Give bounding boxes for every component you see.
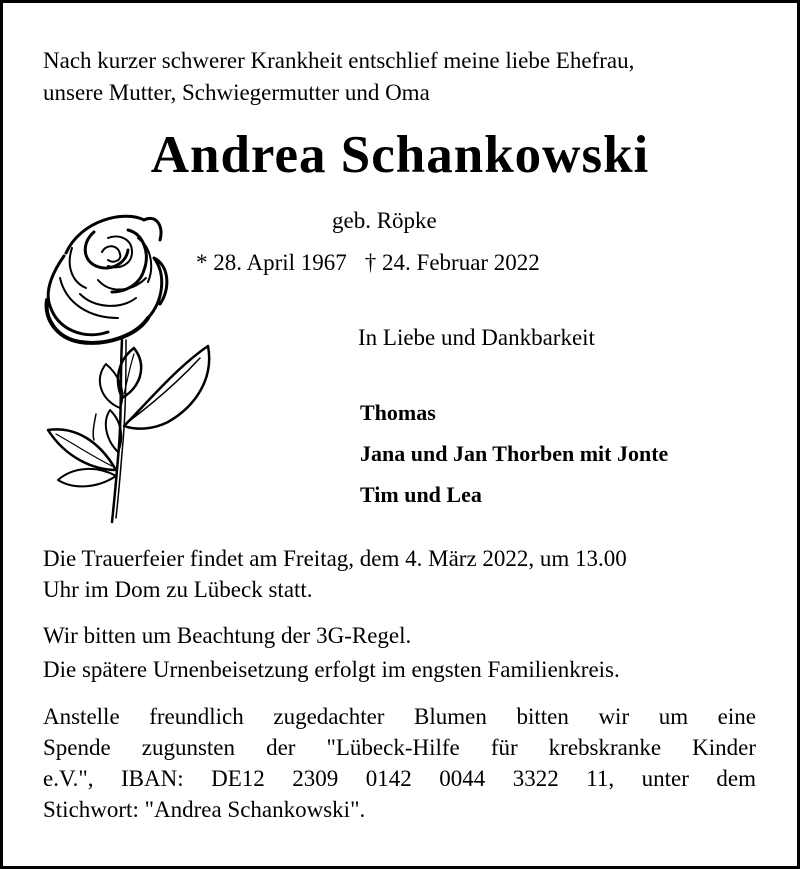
donation-line: Spende zugunsten der "Lübeck-Hilfe für krebskranke Kinder xyxy=(43,735,756,760)
intro-text xyxy=(43,45,634,109)
funeral-line: Die Trauerfeier findet am Freitag, dem 4. März 2022, um 13.00 xyxy=(43,546,627,571)
mourner-name: Tim und Lea xyxy=(360,482,482,507)
donation-notice xyxy=(43,701,756,825)
mourner-name: Thomas xyxy=(360,400,436,425)
mourner-list xyxy=(360,392,668,515)
rose-icon xyxy=(36,208,226,526)
burial-notice: Die spätere Urnenbeisetzung erfolgt im engsten Familienkreis. xyxy=(43,657,620,682)
rule-notice: Wir bitten um Beachtung der 3G-Regel. xyxy=(43,623,412,648)
funeral-notice xyxy=(43,543,756,605)
death-date: † 24. Februar 2022 xyxy=(364,250,540,275)
funeral-line: Uhr im Dom zu Lübeck statt. xyxy=(43,577,313,602)
intro-line: Nach kurzer schwerer Krankheit entschlief meine liebe Ehefrau, xyxy=(43,48,635,73)
life-dates xyxy=(196,250,540,276)
maiden-name: geb. Röpke xyxy=(332,208,437,233)
donation-line: Stichwort: "Andrea Schankowski". xyxy=(43,797,366,822)
donation-line: Anstelle freundlich zugedachter Blumen bitten wir um eine xyxy=(43,704,756,729)
dedication: In Liebe und Dankbarkeit xyxy=(358,325,595,350)
donation-line: e.V.", IBAN: DE12 2309 0142 0044 3322 11, unter dem xyxy=(43,766,756,791)
intro-line: unsere Mutter, Schwiegermutter und Oma xyxy=(43,80,430,105)
mourner-name: Jana und Jan Thorben mit Jonte xyxy=(360,441,669,466)
birth-date: * 28. April 1967 xyxy=(196,250,347,275)
deceased-name: Andrea Schankowski xyxy=(150,126,650,184)
